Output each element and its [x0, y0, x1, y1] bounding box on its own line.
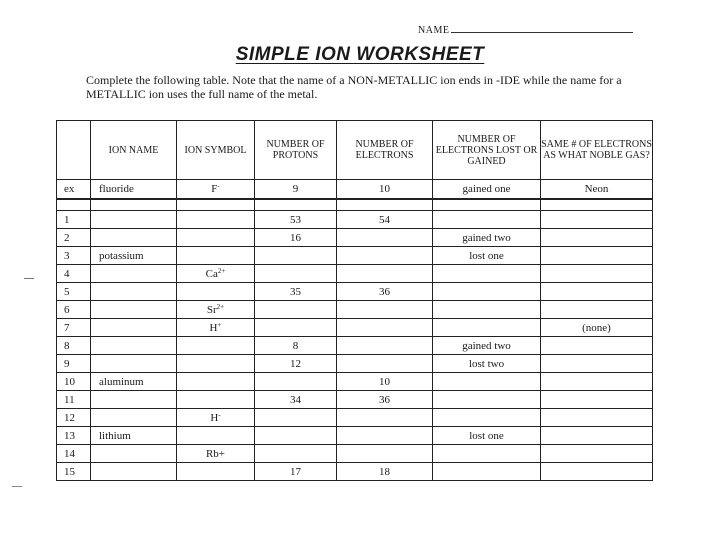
protons-cell[interactable]: 16 — [255, 229, 337, 247]
row-number: 12 — [57, 409, 91, 427]
table-row — [57, 211, 653, 229]
electrons-cell[interactable]: 18 — [337, 463, 433, 481]
ion-symbol-cell[interactable] — [177, 247, 255, 265]
lost-gained-cell[interactable] — [433, 283, 541, 301]
spacer-cell — [91, 199, 177, 211]
worksheet-title: SIMPLE ION WORKSHEET — [235, 44, 485, 65]
protons-cell[interactable] — [255, 319, 337, 337]
row-number: 5 — [57, 283, 91, 301]
ion-symbol-cell[interactable] — [177, 373, 255, 391]
electrons-cell[interactable] — [337, 427, 433, 445]
margin-mark — [12, 486, 22, 487]
ion-name-cell: fluoride — [91, 180, 177, 200]
spacer-cell — [57, 199, 91, 211]
electrons-cell[interactable] — [337, 409, 433, 427]
row-number: 9 — [57, 355, 91, 373]
row-number: 14 — [57, 445, 91, 463]
noble-gas-cell[interactable] — [541, 301, 653, 319]
protons-cell[interactable] — [255, 445, 337, 463]
spacer-cell — [337, 199, 433, 211]
ion-name-cell[interactable] — [91, 409, 177, 427]
protons-cell: 9 — [255, 180, 337, 200]
noble-gas-cell[interactable] — [541, 247, 653, 265]
col-header-ion-name: ION NAME — [91, 121, 177, 180]
table-row — [57, 463, 653, 481]
electrons-cell[interactable] — [337, 229, 433, 247]
ion-name-cell[interactable] — [91, 301, 177, 319]
table-row — [57, 355, 653, 373]
spacer-cell — [255, 199, 337, 211]
protons-cell[interactable]: 34 — [255, 391, 337, 409]
noble-gas-cell[interactable] — [541, 391, 653, 409]
table-row — [57, 247, 653, 265]
protons-cell[interactable]: 17 — [255, 463, 337, 481]
example-row — [57, 180, 653, 200]
protons-cell[interactable]: 8 — [255, 337, 337, 355]
ion-name-cell[interactable]: aluminum — [91, 373, 177, 391]
noble-gas-cell[interactable] — [541, 265, 653, 283]
row-number: 11 — [57, 391, 91, 409]
ion-symbol-cell: F- — [177, 180, 255, 200]
ion-name-cell[interactable] — [91, 391, 177, 409]
row-number: 6 — [57, 301, 91, 319]
col-header-ion-symbol: ION SYMBOL — [177, 121, 255, 180]
lost-gained-cell[interactable] — [433, 373, 541, 391]
electrons-cell[interactable] — [337, 445, 433, 463]
col-header-lost-gained: NUMBER OF ELECTRONS LOST OR GAINED — [433, 121, 541, 180]
header-row — [57, 121, 653, 180]
row-number: 3 — [57, 247, 91, 265]
instructions: Complete the following table. Note that the name of a NON-METALLIC ion ends in -IDE while the name for a METALLIC ion uses the full name of the metal. — [86, 73, 622, 101]
ion-symbol-cell[interactable] — [177, 463, 255, 481]
noble-gas-cell[interactable] — [541, 373, 653, 391]
table-row — [57, 319, 653, 337]
col-header-electrons: NUMBER OF ELECTRONS — [337, 121, 433, 180]
protons-cell[interactable] — [255, 373, 337, 391]
col-header-number — [57, 121, 91, 180]
table-row — [57, 337, 653, 355]
ion-name-cell[interactable]: potassium — [91, 247, 177, 265]
table-row — [57, 391, 653, 409]
ion-name-cell[interactable] — [91, 229, 177, 247]
ion-symbol-cell[interactable] — [177, 355, 255, 373]
row-number: 10 — [57, 373, 91, 391]
lost-gained-cell[interactable]: lost two — [433, 355, 541, 373]
ion-table — [56, 120, 653, 481]
electrons-cell[interactable] — [337, 355, 433, 373]
ion-symbol-cell[interactable]: Rb+ — [177, 445, 255, 463]
table-row — [57, 301, 653, 319]
table-row — [57, 373, 653, 391]
noble-gas-cell[interactable] — [541, 337, 653, 355]
ion-name-cell[interactable] — [91, 355, 177, 373]
lost-gained-cell: gained one — [433, 180, 541, 200]
electrons-cell[interactable] — [337, 319, 433, 337]
name-label: NAME — [418, 25, 450, 36]
noble-gas-cell[interactable] — [541, 409, 653, 427]
ion-name-cell[interactable] — [91, 283, 177, 301]
lost-gained-cell[interactable] — [433, 463, 541, 481]
electrons-cell[interactable] — [337, 337, 433, 355]
protons-cell[interactable] — [255, 427, 337, 445]
electrons-cell[interactable] — [337, 265, 433, 283]
noble-gas-cell[interactable] — [541, 283, 653, 301]
ion-name-cell[interactable] — [91, 265, 177, 283]
lost-gained-cell[interactable] — [433, 409, 541, 427]
lost-gained-cell[interactable]: lost one — [433, 427, 541, 445]
electrons-cell[interactable] — [337, 301, 433, 319]
ion-name-cell[interactable] — [91, 463, 177, 481]
row-number: 2 — [57, 229, 91, 247]
protons-cell[interactable] — [255, 301, 337, 319]
col-header-protons: NUMBER OF PROTONS — [255, 121, 337, 180]
noble-gas-cell[interactable] — [541, 463, 653, 481]
ion-symbol-cell[interactable]: $Ca^{2+}$ — [177, 265, 255, 283]
lost-gained-cell[interactable]: lost one — [433, 247, 541, 265]
lost-gained-cell[interactable] — [433, 319, 541, 337]
ion-name-cell[interactable] — [91, 445, 177, 463]
lost-gained-cell[interactable] — [433, 301, 541, 319]
protons-cell[interactable] — [255, 265, 337, 283]
noble-gas-cell[interactable] — [541, 355, 653, 373]
lost-gained-cell[interactable]: gained two — [433, 229, 541, 247]
table-row — [57, 427, 653, 445]
protons-cell[interactable]: 53 — [255, 211, 337, 229]
ion-symbol-cell[interactable]: H- — [177, 409, 255, 427]
electrons-cell[interactable]: 54 — [337, 211, 433, 229]
protons-cell[interactable] — [255, 409, 337, 427]
noble-gas-cell: Neon — [541, 180, 653, 200]
row-number: 4 — [57, 265, 91, 283]
electrons-cell[interactable] — [337, 247, 433, 265]
ion-symbol-cell[interactable] — [177, 229, 255, 247]
table-row — [57, 265, 653, 283]
electrons-cell[interactable]: 36 — [337, 283, 433, 301]
spacer-cell — [541, 199, 653, 211]
lost-gained-cell[interactable] — [433, 445, 541, 463]
spacer-row — [57, 199, 653, 211]
noble-gas-cell[interactable] — [541, 211, 653, 229]
ion-symbol-cell[interactable] — [177, 337, 255, 355]
row-number: ex — [57, 180, 91, 200]
row-number: 7 — [57, 319, 91, 337]
col-header-noble-gas: SAME # OF ELECTRONS AS WHAT NOBLE GAS? — [541, 121, 653, 180]
ion-name-cell[interactable]: lithium — [91, 427, 177, 445]
name-blank[interactable] — [451, 24, 633, 33]
electrons-cell: 10 — [337, 180, 433, 200]
ion-symbol-cell[interactable]: $Sr^{2+}$ — [177, 301, 255, 319]
row-number: 13 — [57, 427, 91, 445]
ion-name-cell[interactable] — [91, 211, 177, 229]
ion-symbol-cell[interactable] — [177, 283, 255, 301]
ion-symbol-cell[interactable] — [177, 391, 255, 409]
electrons-cell[interactable]: 36 — [337, 391, 433, 409]
spacer-cell — [433, 199, 541, 211]
noble-gas-cell[interactable] — [541, 229, 653, 247]
ion-symbol-cell[interactable] — [177, 427, 255, 445]
noble-gas-cell[interactable]: (none) — [541, 319, 653, 337]
ion-symbol-cell[interactable]: H+ — [177, 319, 255, 337]
protons-cell[interactable]: 12 — [255, 355, 337, 373]
table-row — [57, 409, 653, 427]
name-field — [418, 24, 633, 36]
ion-name-cell[interactable] — [91, 319, 177, 337]
lost-gained-cell[interactable] — [433, 211, 541, 229]
row-number: 15 — [57, 463, 91, 481]
protons-cell[interactable] — [255, 247, 337, 265]
ion-symbol-cell[interactable] — [177, 211, 255, 229]
noble-gas-cell[interactable] — [541, 445, 653, 463]
ion-name-cell[interactable] — [91, 337, 177, 355]
table-row — [57, 283, 653, 301]
lost-gained-cell[interactable]: gained two — [433, 337, 541, 355]
lost-gained-cell[interactable] — [433, 391, 541, 409]
table-row — [57, 445, 653, 463]
row-number: 1 — [57, 211, 91, 229]
margin-mark — [24, 278, 34, 279]
electrons-cell[interactable]: 10 — [337, 373, 433, 391]
noble-gas-cell[interactable] — [541, 427, 653, 445]
row-number: 8 — [57, 337, 91, 355]
table-row — [57, 229, 653, 247]
spacer-cell — [177, 199, 255, 211]
protons-cell[interactable]: 35 — [255, 283, 337, 301]
lost-gained-cell[interactable] — [433, 265, 541, 283]
